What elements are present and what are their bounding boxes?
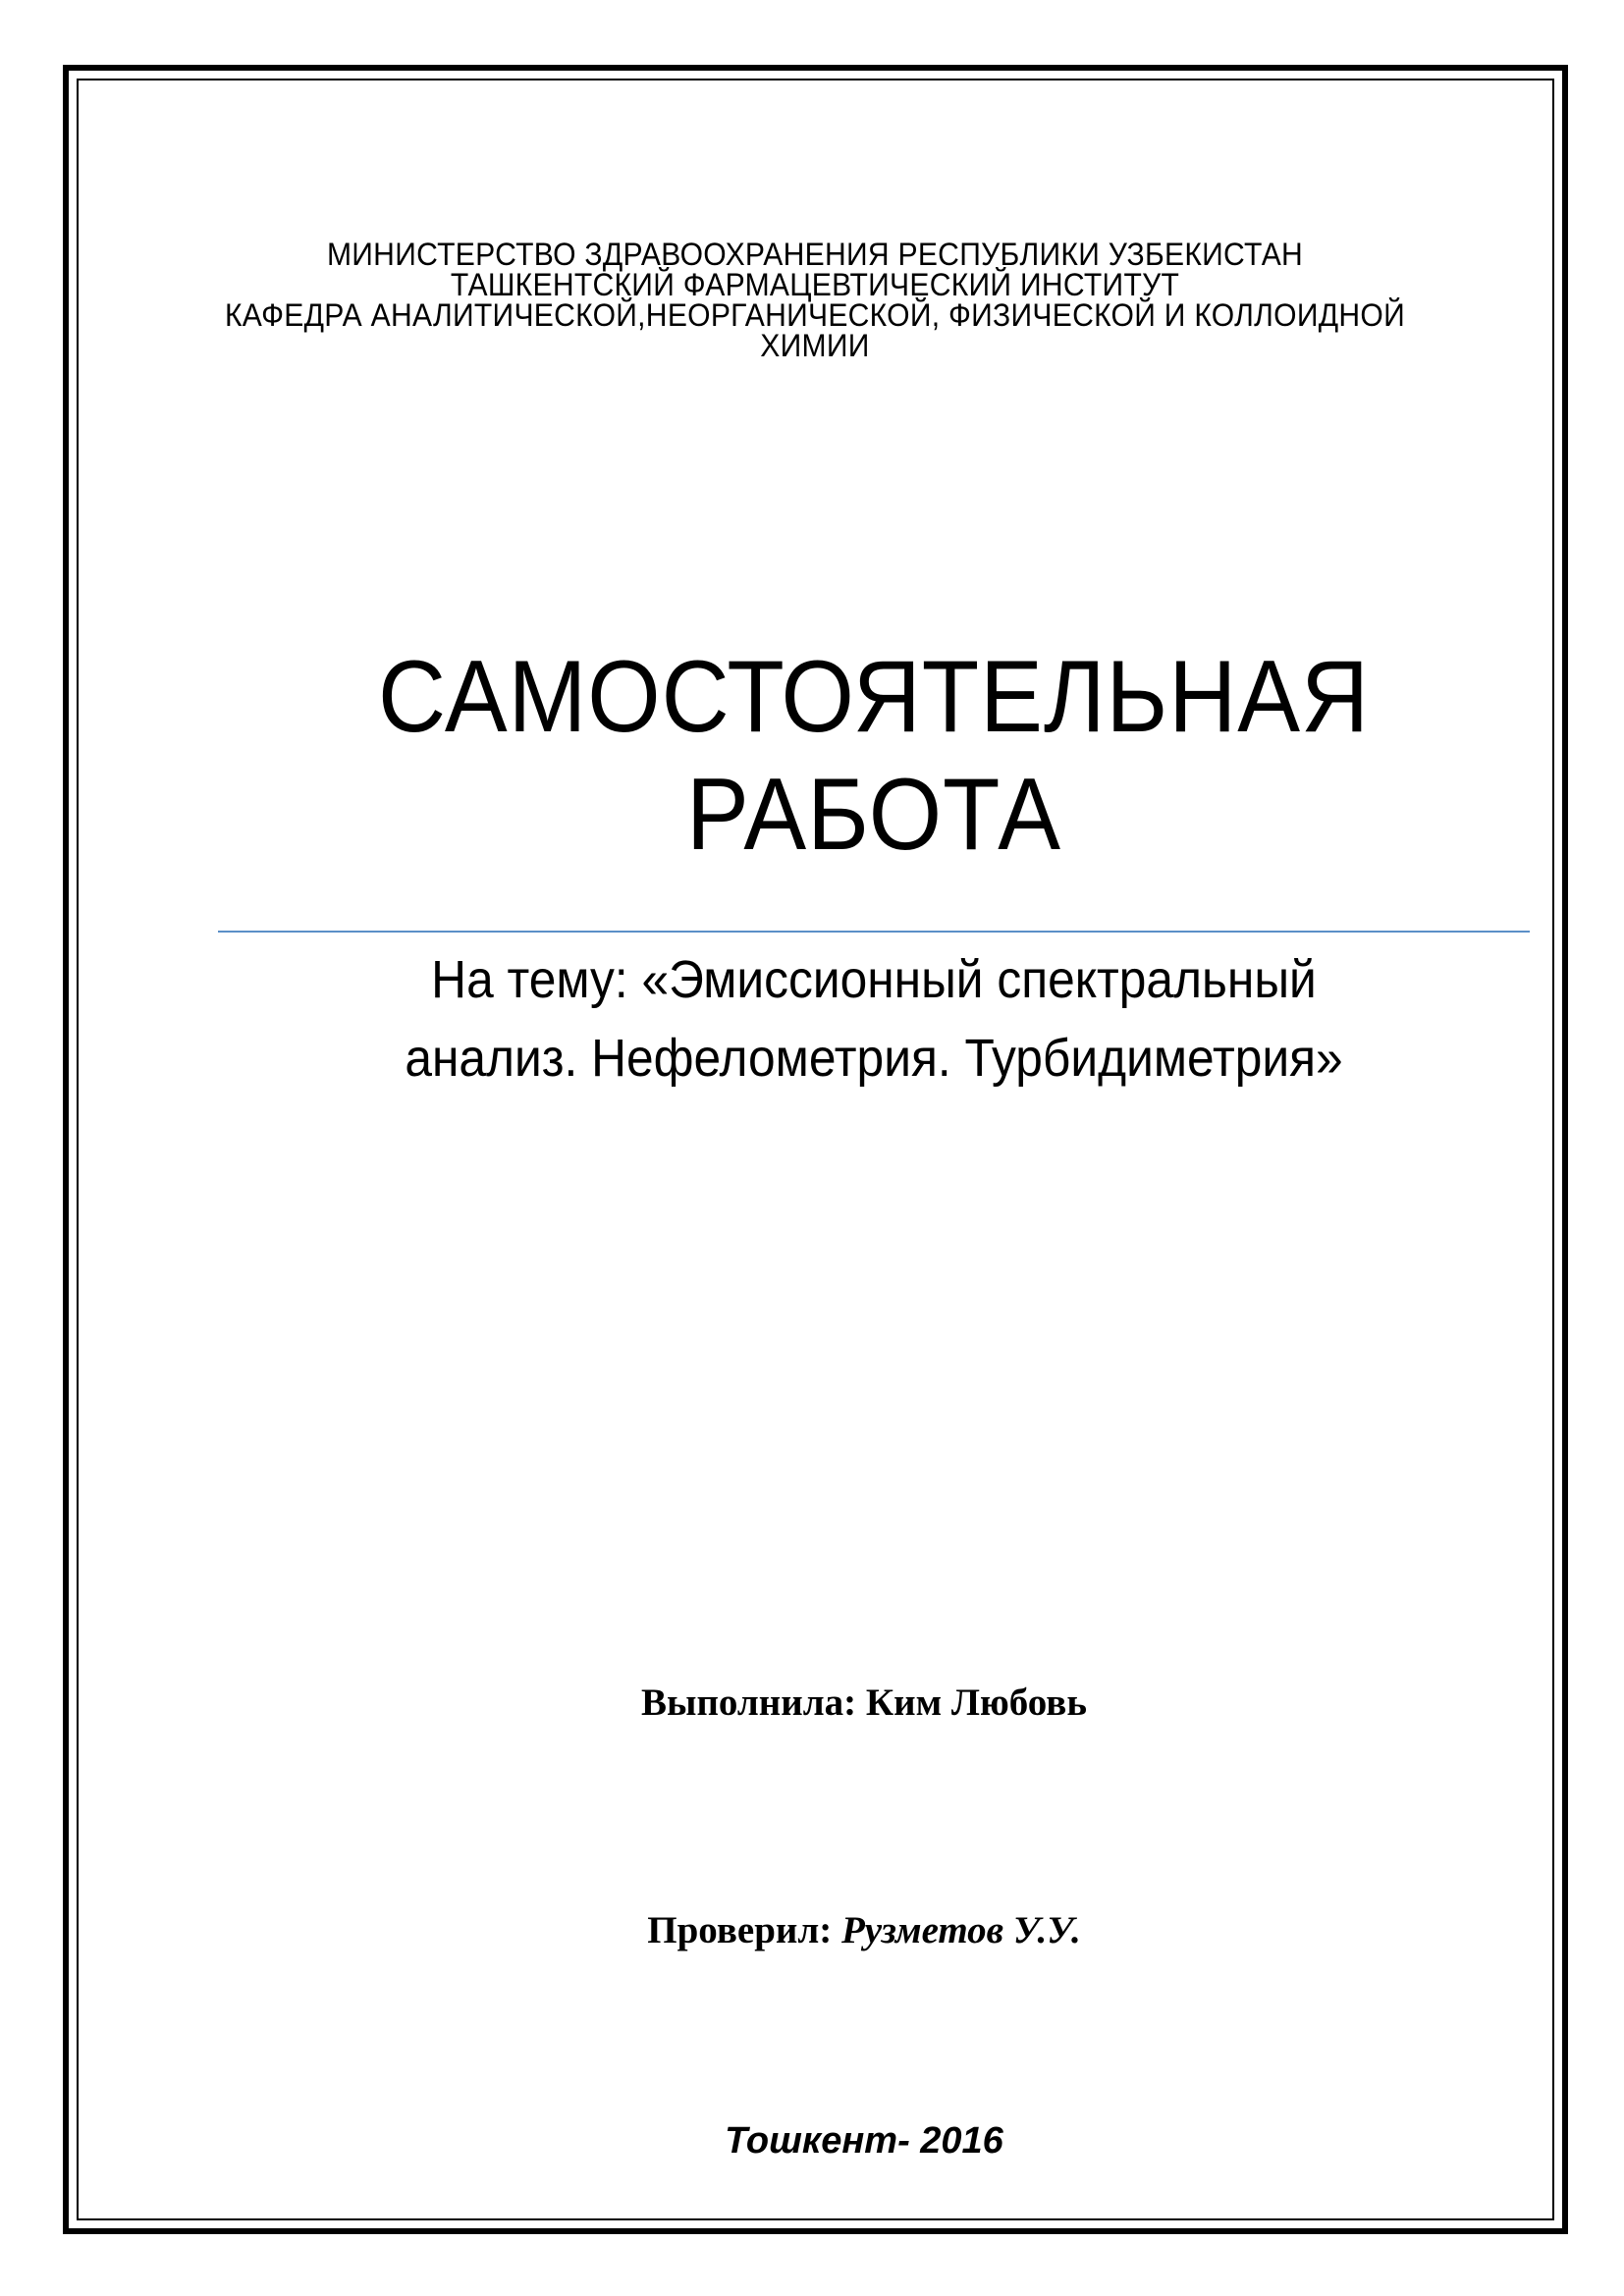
author-line — [373, 1681, 1355, 1725]
header-line-institute: ТАШКЕНТСКИЙ ФАРМАЦЕВТИЧЕСКИЙ ИНСТИТУТ — [450, 267, 1180, 302]
topic-line-1: На тему: «Эмиссионный спектральный — [431, 950, 1317, 1009]
topic-line-2: анализ. Нефелометрия. Турбидиметрия» — [405, 1029, 1343, 1088]
checker-line — [373, 1908, 1355, 1952]
header-line-department-cont: ХИМИИ — [760, 328, 870, 363]
institution-header — [177, 237, 1453, 363]
author-label: Выполнила: — [641, 1682, 857, 1724]
checker-label: Проверил: — [647, 1909, 833, 1951]
city-year: Тошкент- 2016 — [725, 2120, 1003, 2162]
header-line-ministry: МИНИСТЕРСТВО ЗДРАВООХРАНЕНИЯ РЕСПУБЛИКИ УЗБЕКИСТАН — [326, 237, 1304, 272]
checker-name: Рузметов У.У. — [840, 1909, 1081, 1951]
title-divider — [218, 931, 1530, 933]
title-line-2: РАБОТА — [685, 758, 1061, 872]
document-title — [196, 638, 1551, 874]
header-line-department: КАФЕДРА АНАЛИТИЧЕСКОЙ,НЕОРГАНИЧЕСКОЙ, ФИЗИЧЕСКОЙ И КОЛЛОИДНОЙ — [224, 297, 1405, 333]
page-border-inner — [77, 79, 1554, 2220]
author-name: Ким Любовь — [865, 1682, 1087, 1724]
document-topic — [157, 940, 1591, 1097]
title-line-1: САМОСТОЯТЕЛЬНАЯ — [377, 640, 1371, 754]
